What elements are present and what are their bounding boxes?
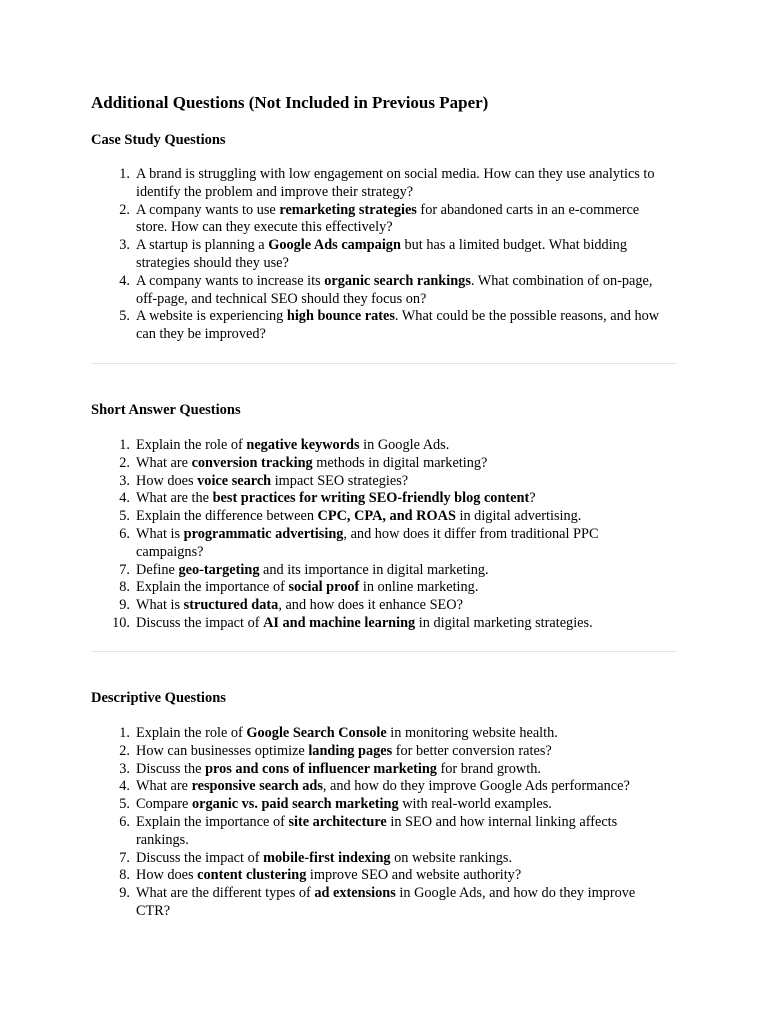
question-number: 2.: [119, 742, 130, 759]
question-item: [91, 508, 667, 526]
question-item: [91, 308, 667, 344]
question-text-segment: A company wants to use: [136, 201, 280, 218]
question-key-term: ad extensions: [314, 885, 396, 902]
question-text-segment: Compare: [136, 796, 192, 813]
question-text-segment: in digital marketing strategies.: [415, 614, 593, 631]
question-text: [136, 490, 667, 508]
section-heading: Descriptive Questions: [91, 690, 226, 706]
question-number: 9.: [119, 597, 130, 614]
question-text-segment: Explain the role of: [136, 437, 247, 453]
question-text: [136, 850, 667, 868]
question-text: [136, 761, 667, 779]
question-number: 1.: [119, 725, 130, 741]
question-key-term: AI and machine learning: [263, 614, 416, 631]
question-text-segment: A startup is planning a: [136, 237, 269, 254]
question-number: 7.: [119, 849, 130, 866]
question-text-segment: methods in digital marketing?: [312, 454, 488, 471]
question-text-segment: What are the different types of: [136, 885, 315, 902]
question-list: [91, 166, 691, 344]
question-number: 5.: [119, 796, 130, 813]
question-number: 3.: [119, 237, 130, 254]
question-item: [91, 437, 667, 455]
question-text: [136, 473, 667, 491]
question-text: [136, 308, 667, 344]
question-number: 4.: [119, 272, 130, 289]
question-item: [91, 237, 667, 273]
question-text-segment: What are: [136, 778, 192, 795]
question-item: [91, 273, 667, 309]
question-text-segment: Explain the importance of: [136, 813, 289, 830]
question-text-segment: in Google Ads, and how do they improve CTR?: [136, 885, 636, 919]
question-item: [91, 814, 667, 850]
question-number: 2.: [119, 454, 130, 471]
question-item: [91, 867, 667, 885]
question-key-term: voice search: [197, 472, 272, 489]
section-descriptive: [91, 689, 691, 921]
question-text: [136, 508, 667, 526]
question-text-segment: . What combination of on-page, off-page, and technical SEO should they focus on?: [136, 272, 653, 307]
question-text-segment: Explain the difference between: [136, 508, 318, 525]
question-text: [136, 273, 667, 309]
question-text-segment: , and how does it enhance SEO?: [278, 597, 463, 614]
question-text-segment: on website rankings.: [390, 849, 513, 866]
section-divider: [91, 363, 677, 364]
question-text: [136, 615, 667, 633]
question-item: [91, 562, 667, 580]
question-text-segment: What are the: [136, 490, 213, 507]
question-text-segment: How does: [136, 472, 198, 489]
question-text-segment: What is: [136, 525, 184, 542]
question-text-segment: ?: [529, 490, 536, 507]
section-divider: [91, 651, 677, 652]
question-text-segment: Explain the importance of: [136, 579, 289, 596]
question-text-segment: and its importance in digital marketing.: [259, 561, 489, 578]
question-text: [136, 202, 667, 238]
question-text-segment: for abandoned carts in an e-commerce store. How can they execute this effectively?: [136, 201, 640, 236]
question-number: 5.: [119, 308, 130, 325]
question-text-segment: How can businesses optimize: [136, 742, 309, 759]
question-key-term: CPC, CPA, and ROAS: [317, 508, 456, 525]
question-number: 9.: [119, 885, 130, 902]
question-text-segment: in monitoring website health.: [386, 725, 558, 741]
section-heading: Case Study Questions: [91, 132, 226, 148]
question-key-term: conversion tracking: [191, 454, 313, 471]
question-text-segment: Define: [136, 561, 179, 578]
question-text-segment: . What could be the possible reasons, and how can they be improved?: [136, 308, 660, 343]
question-text: [136, 237, 667, 273]
question-text: [136, 455, 667, 473]
question-text-segment: Explain the role of: [136, 725, 247, 741]
question-item: [91, 615, 667, 633]
question-key-term: programmatic advertising: [183, 525, 344, 542]
question-key-term: content clustering: [197, 867, 307, 884]
question-item: [91, 166, 667, 202]
question-key-term: social proof: [288, 579, 360, 596]
question-number: 10.: [112, 614, 130, 631]
question-text: [136, 725, 667, 743]
question-number: 6.: [119, 525, 130, 542]
question-item: [91, 455, 667, 473]
question-text-segment: Discuss the impact of: [136, 849, 264, 866]
question-text: [136, 743, 667, 761]
question-text-segment: but has a limited budget. What bidding strategies should they use?: [136, 237, 627, 271]
question-text-segment: What are: [136, 454, 192, 471]
question-text-segment: in Google Ads.: [359, 437, 450, 453]
question-text: [136, 778, 667, 796]
question-item: [91, 473, 667, 491]
question-item: [91, 202, 667, 238]
question-number: 2.: [119, 201, 130, 218]
question-key-term: pros and cons of influencer marketing: [205, 760, 437, 777]
question-text: [136, 796, 667, 814]
question-key-term: geo-targeting: [178, 561, 260, 578]
question-number: 4.: [119, 490, 130, 507]
question-text: [136, 597, 667, 615]
question-number: 1.: [119, 437, 130, 453]
question-key-term: responsive search ads: [191, 778, 323, 795]
question-number: 4.: [119, 778, 130, 795]
question-key-term: Google Search Console: [246, 725, 387, 741]
question-text-segment: A website is experiencing: [136, 308, 287, 325]
question-number: 1.: [119, 166, 130, 182]
question-text-segment: How does: [136, 867, 198, 884]
question-text-segment: for brand growth.: [436, 760, 541, 777]
question-text: [136, 437, 667, 455]
question-text-segment: improve SEO and website authority?: [306, 867, 522, 884]
question-text-segment: in online marketing.: [359, 579, 479, 596]
question-item: [91, 526, 667, 562]
question-item: [91, 490, 667, 508]
question-number: 8.: [119, 579, 130, 596]
question-text-segment: Discuss the impact of: [136, 614, 264, 631]
question-text-segment: for better conversion rates?: [392, 742, 552, 759]
question-text: [136, 885, 667, 921]
section-heading: Short Answer Questions: [91, 402, 241, 418]
question-number: 5.: [119, 508, 130, 525]
question-item: [91, 597, 667, 615]
question-key-term: organic vs. paid search marketing: [191, 796, 399, 813]
question-text-segment: with real-world examples.: [398, 796, 552, 813]
question-text-segment: impact SEO strategies?: [271, 472, 409, 489]
document-title: Additional Questions (Not Included in Previous Paper): [91, 93, 489, 112]
section-short-answer: [91, 401, 691, 633]
question-item: [91, 761, 667, 779]
question-key-term: negative keywords: [246, 437, 360, 453]
question-number: 3.: [119, 760, 130, 777]
question-key-term: landing pages: [308, 742, 393, 759]
question-key-term: organic search rankings: [324, 272, 471, 289]
question-key-term: high bounce rates: [286, 308, 395, 325]
question-text-segment: A company wants to increase its: [136, 272, 325, 289]
question-number: 6.: [119, 813, 130, 830]
question-number: 3.: [119, 472, 130, 489]
question-item: [91, 725, 667, 743]
question-key-term: mobile-first indexing: [263, 849, 391, 866]
question-key-term: best practices for writing SEO-friendly blog content: [212, 490, 530, 507]
question-text-segment: , and how do they improve Google Ads performance?: [322, 778, 630, 795]
question-text: [136, 526, 667, 562]
question-text: [136, 867, 667, 885]
question-list: [91, 437, 691, 633]
question-text-segment: What is: [136, 597, 184, 614]
question-item: [91, 778, 667, 796]
question-item: [91, 885, 667, 921]
question-item: [91, 743, 667, 761]
question-item: [91, 850, 667, 868]
question-text-segment: Discuss the: [136, 760, 206, 777]
question-key-term: site architecture: [288, 813, 387, 830]
question-text-segment: , and how does it differ from traditional PPC campaigns?: [136, 525, 599, 560]
question-text: [136, 814, 667, 850]
question-key-term: remarketing strategies: [279, 201, 417, 218]
question-text-segment: in digital advertising.: [455, 508, 582, 525]
question-text: [136, 562, 667, 580]
question-item: [91, 796, 667, 814]
question-key-term: Google Ads campaign: [268, 237, 401, 254]
question-text-segment: in SEO and how internal linking affects rankings.: [136, 813, 618, 848]
section-case-study: [91, 131, 691, 344]
question-number: 7.: [119, 561, 130, 578]
question-key-term: structured data: [183, 597, 279, 614]
question-item: [91, 579, 667, 597]
question-text: [136, 579, 667, 597]
question-list: [91, 725, 691, 921]
question-text-segment: A brand is struggling with low engagement on social media. How can they use analytics to identify the problem and improve their strategy?: [136, 166, 655, 200]
question-text: [136, 166, 667, 202]
question-number: 8.: [119, 867, 130, 884]
